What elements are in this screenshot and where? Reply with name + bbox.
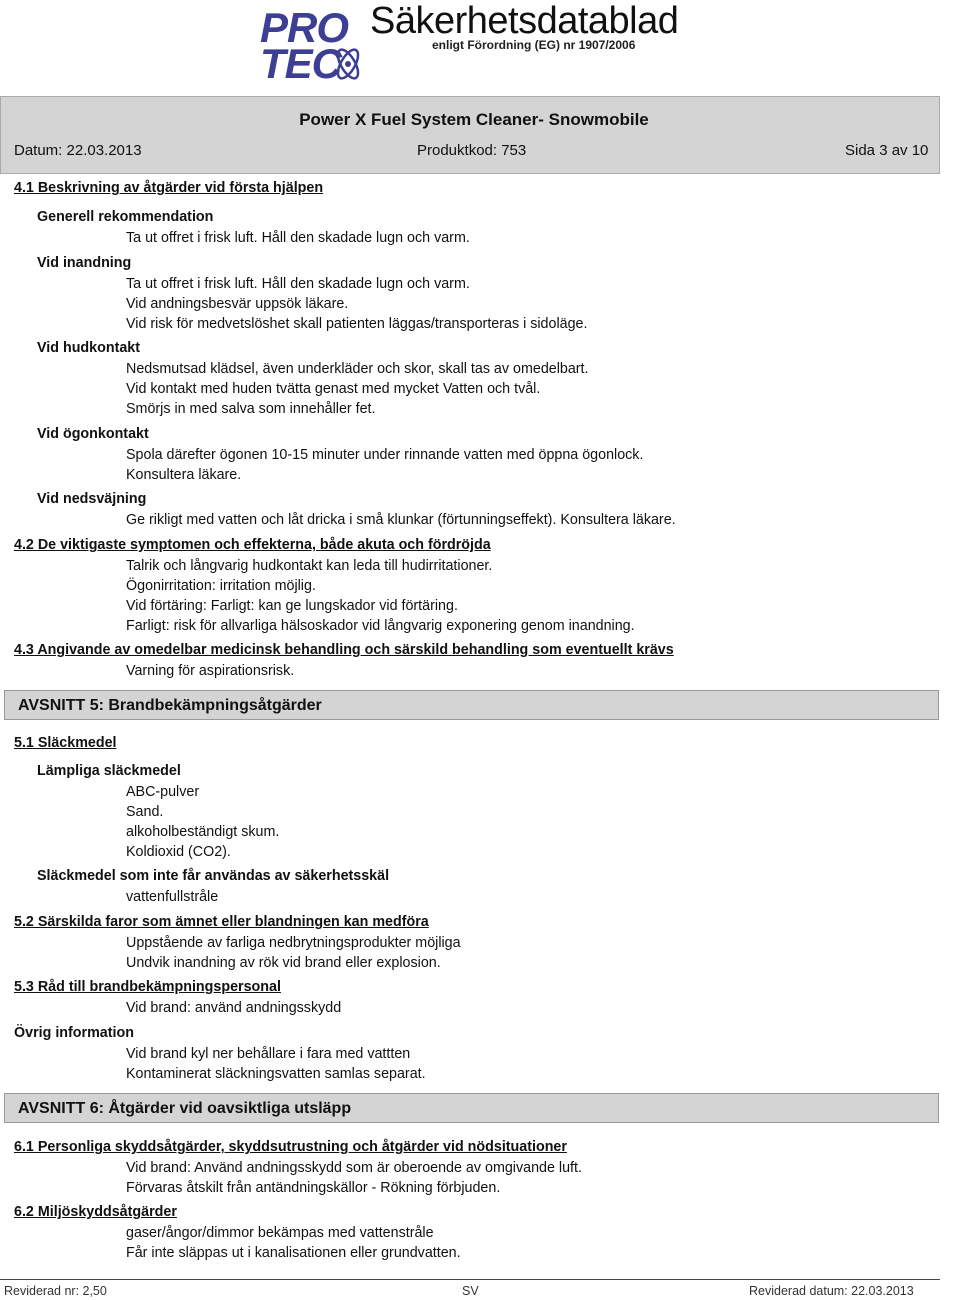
label-ingestion: Vid nedsväjning xyxy=(37,491,147,507)
text-suitable-4: Koldioxid (CO2). xyxy=(126,844,231,860)
heading-6-2: 6.2 Miljöskyddsåtgärder xyxy=(14,1204,177,1220)
product-name: Power X Fuel System Cleaner- Snowmobile xyxy=(299,110,649,129)
text-eye-2: Konsultera läkare. xyxy=(126,467,242,483)
footer-divider xyxy=(0,1279,940,1280)
protec-logo xyxy=(258,6,368,90)
header-date: Datum: 22.03.2013 xyxy=(14,142,142,159)
section-5-title: AVSNITT 5: Brandbekämpningsåtgärder xyxy=(18,697,322,714)
text-6-1-1: Vid brand: Använd andningsskydd som är oberoende av omgivande luft. xyxy=(126,1160,582,1176)
label-suitable-media: Lämpliga släckmedel xyxy=(37,763,181,779)
text-general-1: Ta ut offret i frisk luft. Håll den skadade lugn och varm. xyxy=(126,230,470,246)
heading-6-1: 6.1 Personliga skyddsåtgärder, skyddsutrustning och åtgärder vid nödsituationer xyxy=(14,1139,567,1155)
text-5-2-2: Undvik inandning av rök vid brand eller explosion. xyxy=(126,955,441,971)
header-product-code: Produktkod: 753 xyxy=(417,142,527,159)
label-eye: Vid ögonkontakt xyxy=(37,426,149,442)
text-6-1-2: Förvaras åtskilt från antändningskällor - Rökning förbjuden. xyxy=(126,1180,501,1196)
text-5-2-1: Uppstående av farliga nedbrytningsprodukter möjliga xyxy=(126,935,461,951)
logo-tec-text: TEC xyxy=(260,40,341,87)
heading-4-3: 4.3 Angivande av omedelbar medicinsk behandling och särskild behandling som eventuellt krävs xyxy=(14,642,674,658)
text-4-2-2: Ögonirritation: irritation möjlig. xyxy=(126,578,316,594)
heading-5-3: 5.3 Råd till brandbekämpningspersonal xyxy=(14,979,281,995)
document-subtitle: enligt Förordning (EG) nr 1907/2006 xyxy=(432,38,636,52)
text-4-2-1: Talrik och långvarig hudkontakt kan leda till hudirritationer. xyxy=(126,558,493,574)
heading-4-1: 4.1 Beskrivning av åtgärder vid första hjälpen xyxy=(14,180,324,196)
text-inhalation-1: Ta ut offret i frisk luft. Håll den skadade lugn och varm. xyxy=(126,276,470,292)
text-6-2-2: Får inte släppas ut i kanalisationen eller grundvatten. xyxy=(126,1245,461,1261)
text-5-3-1: Vid brand: använd andningsskydd xyxy=(126,1000,342,1016)
heading-5-2: 5.2 Särskilda faror som ämnet eller blandningen kan medföra xyxy=(14,914,429,930)
text-suitable-3: alkoholbeständigt skum. xyxy=(126,824,280,840)
text-inhalation-3: Vid risk för medvetslöshet skall patienten läggas/transporteras i sidoläge. xyxy=(126,316,588,332)
text-6-2-1: gaser/ångor/dimmor bekämpas med vattenstråle xyxy=(126,1225,434,1241)
document-title: Säkerhetsdatablad xyxy=(370,0,679,42)
text-skin-3: Smörjs in med salva som innehåller fet. xyxy=(126,401,376,417)
logo-pro-text: PRO xyxy=(260,4,349,51)
atom-icon xyxy=(330,40,370,88)
footer-revision: Reviderad nr: 2,50 xyxy=(4,1284,107,1298)
footer-language: SV xyxy=(462,1284,479,1298)
label-skin: Vid hudkontakt xyxy=(37,340,140,356)
header-page-number: Sida 3 av 10 xyxy=(845,142,929,159)
section-6-title: AVSNITT 6: Åtgärder vid oavsiktliga utsläpp xyxy=(18,1100,352,1117)
text-eye-1: Spola därefter ögonen 10-15 minuter under rinnande vatten med öppna ögonlock. xyxy=(126,447,644,463)
text-other-2: Kontaminerat släckningsvatten samlas separat. xyxy=(126,1066,426,1082)
text-suitable-1: ABC-pulver xyxy=(126,784,200,800)
label-unsuitable-media: Släckmedel som inte får användas av säkerhetsskäl xyxy=(37,868,390,884)
text-suitable-2: Sand. xyxy=(126,804,164,820)
header-box xyxy=(0,96,940,174)
text-unsuitable-1: vattenfullstråle xyxy=(126,889,219,905)
text-other-1: Vid brand kyl ner behållare i fara med vattten xyxy=(126,1046,411,1062)
text-inhalation-2: Vid andningsbesvär uppsök läkare. xyxy=(126,296,349,312)
text-ingestion-1: Ge rikligt med vatten och låt dricka i små klunkar (förtunningseffekt). Konsultera läkare. xyxy=(126,512,676,528)
text-4-2-3: Vid förtäring: Farligt: kan ge lungskador vid förtäring. xyxy=(126,598,458,614)
text-4-3-1: Varning för aspirationsrisk. xyxy=(126,663,295,679)
heading-4-2: 4.2 De viktigaste symptomen och effekterna, både akuta och fördröjda xyxy=(14,537,491,553)
footer-revision-date: Reviderad datum: 22.03.2013 xyxy=(749,1284,914,1298)
text-4-2-4: Farligt: risk för allvarliga hälsoskador vid långvarig exponering genom inandning. xyxy=(126,618,635,634)
label-general: Generell rekommendation xyxy=(37,209,214,225)
heading-5-1: 5.1 Släckmedel xyxy=(14,735,117,751)
label-inhalation: Vid inandning xyxy=(37,255,132,271)
label-other-info: Övrig information xyxy=(14,1025,134,1041)
text-skin-2: Vid kontakt med huden tvätta genast med mycket Vatten och tvål. xyxy=(126,381,541,397)
text-skin-1: Nedsmutsad klädsel, även underkläder och skor, skall tas av omedelbart. xyxy=(126,361,589,377)
